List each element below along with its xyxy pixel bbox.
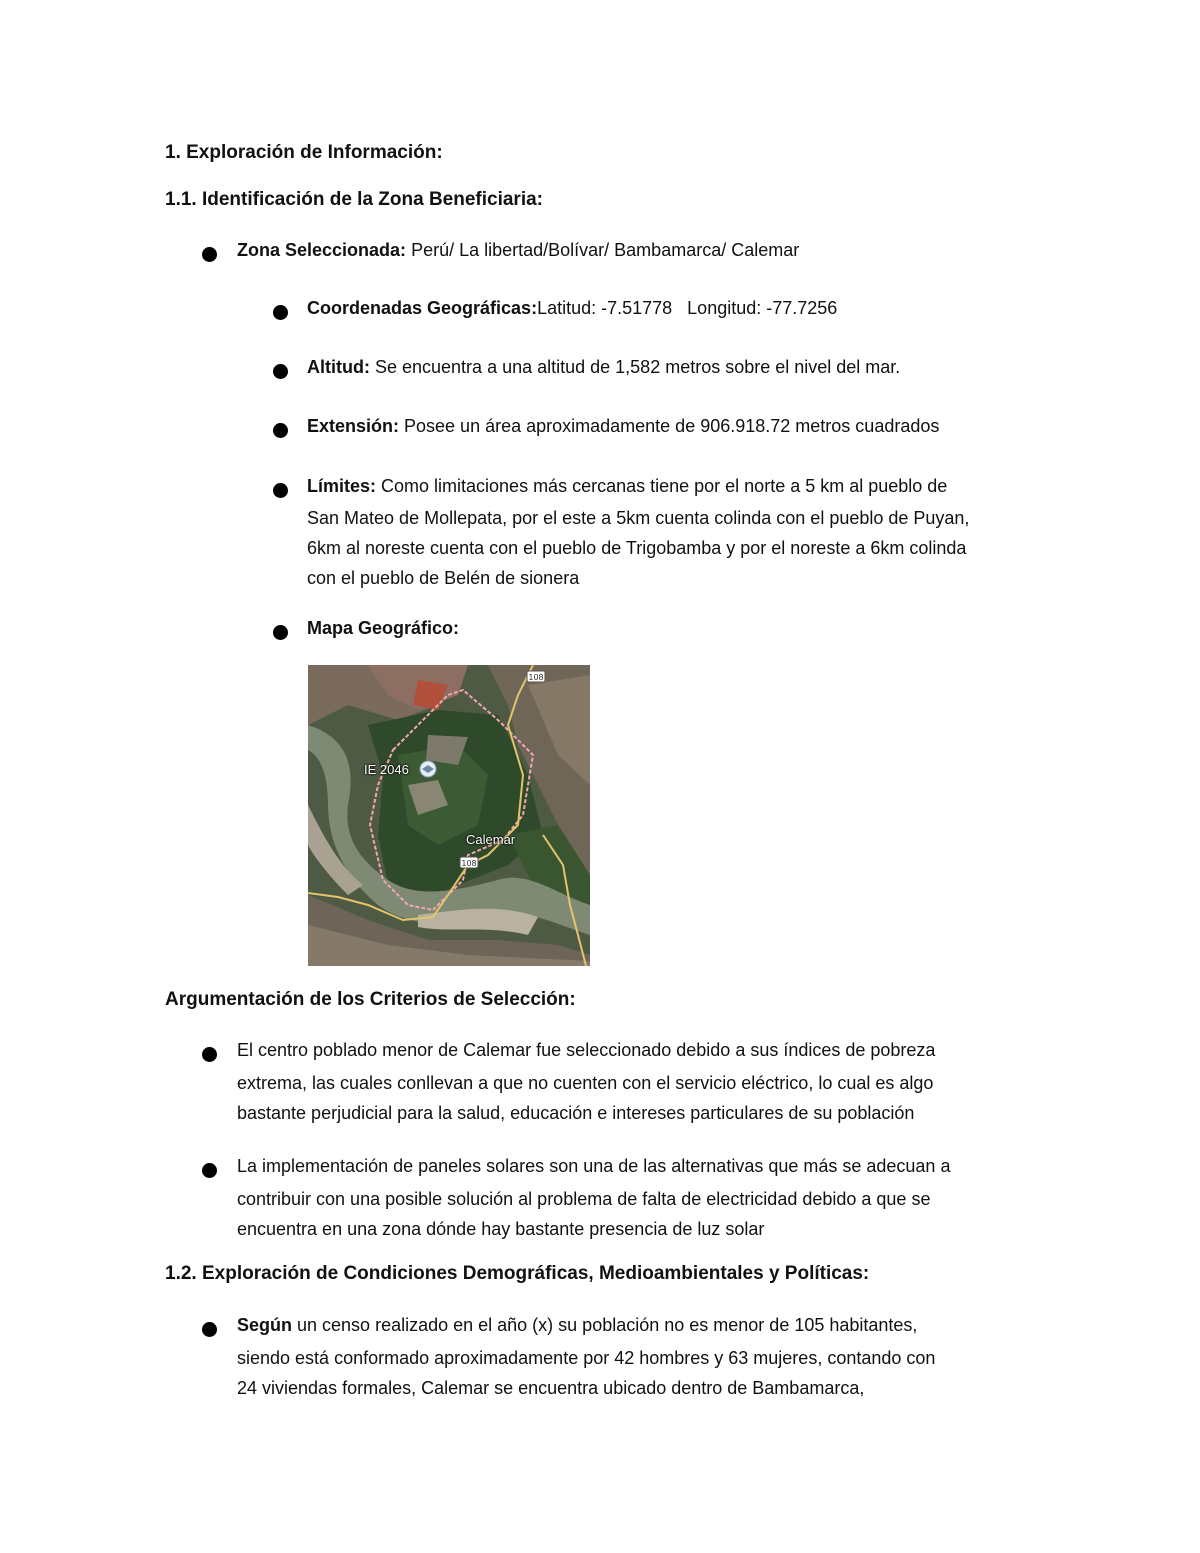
paragraph-line: extrema, las cuales conllevan a que no cuenten con el servicio eléctrico, lo cual es algo bbox=[237, 1073, 934, 1093]
demografia-item bbox=[237, 1310, 935, 1403]
paragraph-line: El centro poblado menor de Calemar fue seleccionado debido a sus índices de pobreza bbox=[237, 1040, 936, 1060]
bullet-icon bbox=[202, 1047, 217, 1062]
paragraph-line: contribuir con una posible solución al problema de falta de electricidad debido a que se bbox=[237, 1189, 931, 1209]
limites-line: Como limitaciones más cercanas tiene por el norte a 5 km al pueblo de bbox=[376, 476, 948, 496]
limites-label: Límites: bbox=[307, 476, 377, 496]
section-heading-1: 1. Exploración de Información: bbox=[165, 142, 443, 163]
paragraph-line: bastante perjudicial para la salud, educación e intereses particulares de su población bbox=[237, 1103, 915, 1123]
extension-value: Posee un área aproximadamente de 906.918.72 metros cuadrados bbox=[399, 416, 940, 436]
map-town-label: Calemar bbox=[466, 832, 516, 847]
extension-label: Extensión: bbox=[307, 416, 400, 436]
limites-line: 6km al noreste cuenta con el pueblo de Trigobamba y por el noreste a 6km colinda bbox=[307, 538, 967, 558]
road-badge-mid: 108 bbox=[461, 859, 477, 868]
argumentacion-item-1 bbox=[237, 1035, 935, 1128]
argumentacion-heading: Argumentación de los Criterios de Selección: bbox=[165, 989, 576, 1010]
bullet-icon bbox=[273, 625, 288, 640]
bullet-icon bbox=[202, 1163, 217, 1178]
extension-item bbox=[307, 411, 939, 441]
paragraph-line: La implementación de paneles solares son una de las alternativas que más se adecuan a bbox=[237, 1156, 951, 1176]
coordenadas-value: Latitud: -7.51778 Longitud: -77.7256 bbox=[537, 298, 838, 318]
coordenadas-item bbox=[307, 293, 837, 323]
paragraph-line: siendo está conformado aproximadamente por 42 hombres y 63 mujeres, contando con bbox=[237, 1348, 936, 1368]
bullet-icon bbox=[273, 364, 288, 379]
section-heading-1-2: 1.2. Exploración de Condiciones Demográficas, Medioambientales y Políticas: bbox=[165, 1263, 870, 1284]
satellite-map bbox=[308, 665, 590, 966]
bullet-icon bbox=[273, 483, 288, 498]
zona-label: Zona Seleccionada: bbox=[237, 240, 407, 260]
bullet-icon bbox=[202, 1322, 217, 1337]
limites-line: San Mateo de Mollepata, por el este a 5km cuenta colinda con el pueblo de Puyan, bbox=[307, 508, 970, 528]
section-heading-1-1: 1.1. Identificación de la Zona Beneficiaria: bbox=[165, 189, 543, 210]
map-school-label: IE 2046 bbox=[364, 762, 409, 777]
zona-value: Perú/ La libertad/Bolívar/ Bambamarca/ Calemar bbox=[406, 240, 800, 260]
bullet-icon bbox=[202, 247, 217, 262]
demografia-label: Según bbox=[237, 1315, 293, 1335]
mapa-label: Mapa Geográfico: bbox=[307, 618, 460, 638]
road-badge-top: 108 bbox=[528, 673, 544, 682]
zona-item bbox=[237, 235, 799, 265]
altitud-value: Se encuentra a una altitud de 1,582 metros sobre el nivel del mar. bbox=[369, 357, 901, 377]
argumentacion-item-2 bbox=[237, 1151, 950, 1244]
bullet-icon bbox=[273, 423, 288, 438]
altitud-label: Altitud: bbox=[307, 357, 370, 377]
paragraph-line: 24 viviendas formales, Calemar se encuentra ubicado dentro de Bambamarca, bbox=[237, 1378, 865, 1398]
bullet-icon bbox=[273, 305, 288, 320]
coordenadas-label: Coordenadas Geográficas: bbox=[307, 298, 538, 318]
paragraph-line: encuentra en una zona dónde hay bastante presencia de luz solar bbox=[237, 1219, 765, 1239]
map-graphic bbox=[308, 665, 590, 966]
altitud-item bbox=[307, 352, 900, 382]
paragraph-line: un censo realizado en el año (x) su población no es menor de 105 habitantes, bbox=[292, 1315, 918, 1335]
limites-line: con el pueblo de Belén de sionera bbox=[307, 568, 580, 588]
limites-item bbox=[307, 471, 969, 593]
